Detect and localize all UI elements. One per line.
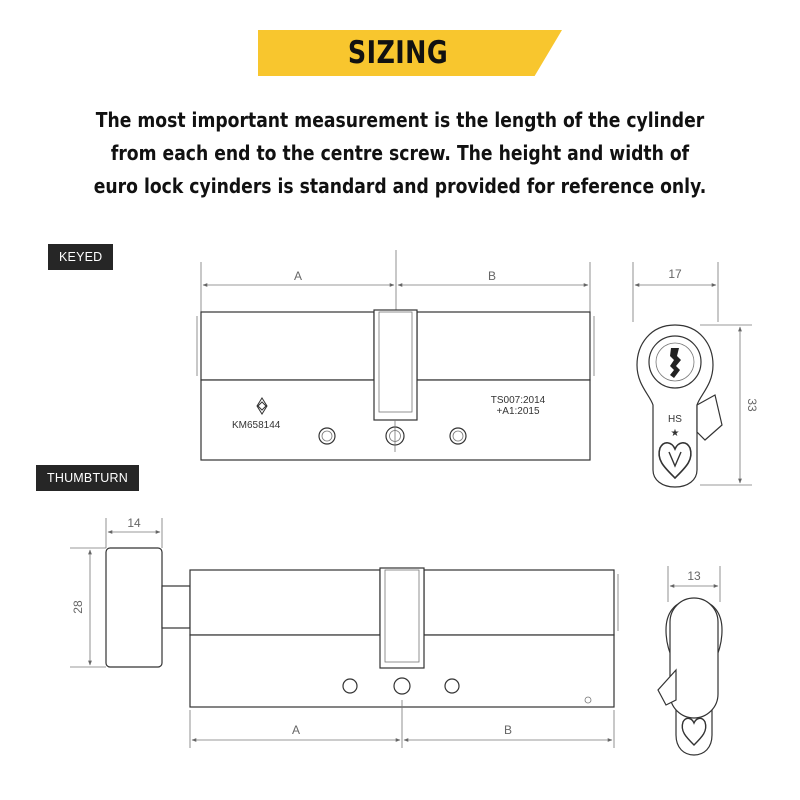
keyed-front-view [197,250,594,460]
intro-line-1: The most important measurement is the length of the cylinder [95,108,705,132]
thumbturn-front-view [70,516,618,748]
thumb-dim-a: A [291,723,301,737]
keyed-end-view [633,262,759,487]
keyed-dim-height: 33 [745,398,759,412]
thumbturn-label: THUMBTURN [36,465,139,491]
thumbturn-end-view [658,566,722,755]
thumb-dim-b: B [503,723,513,737]
keyed-marking-standard-2: +A1:2015 [496,406,540,417]
thumbturn-knob [106,548,162,667]
thumb-dim-knob-height: 28 [71,600,85,614]
keyed-dim-a: A [293,269,303,283]
keyed-end-mark: HS [668,414,682,425]
page-title: SIZING [347,35,449,71]
thumb-dim-width: 13 [687,569,701,583]
thumb-dim-knob-width: 14 [127,516,141,530]
keyed-dim-b: B [487,269,497,283]
keyed-marking-code: KM658144 [232,420,281,431]
keyed-dim-width: 17 [668,267,682,281]
keyed-marking-standard-1: TS007:2014 [490,395,546,406]
keyed-label: KEYED [48,244,113,270]
intro-line-3: euro lock cyinders is standard and provided for reference only. [93,174,707,198]
intro-line-2: from each end to the centre screw. The height and width of [110,141,690,165]
svg-text:★: ★ [670,428,680,439]
